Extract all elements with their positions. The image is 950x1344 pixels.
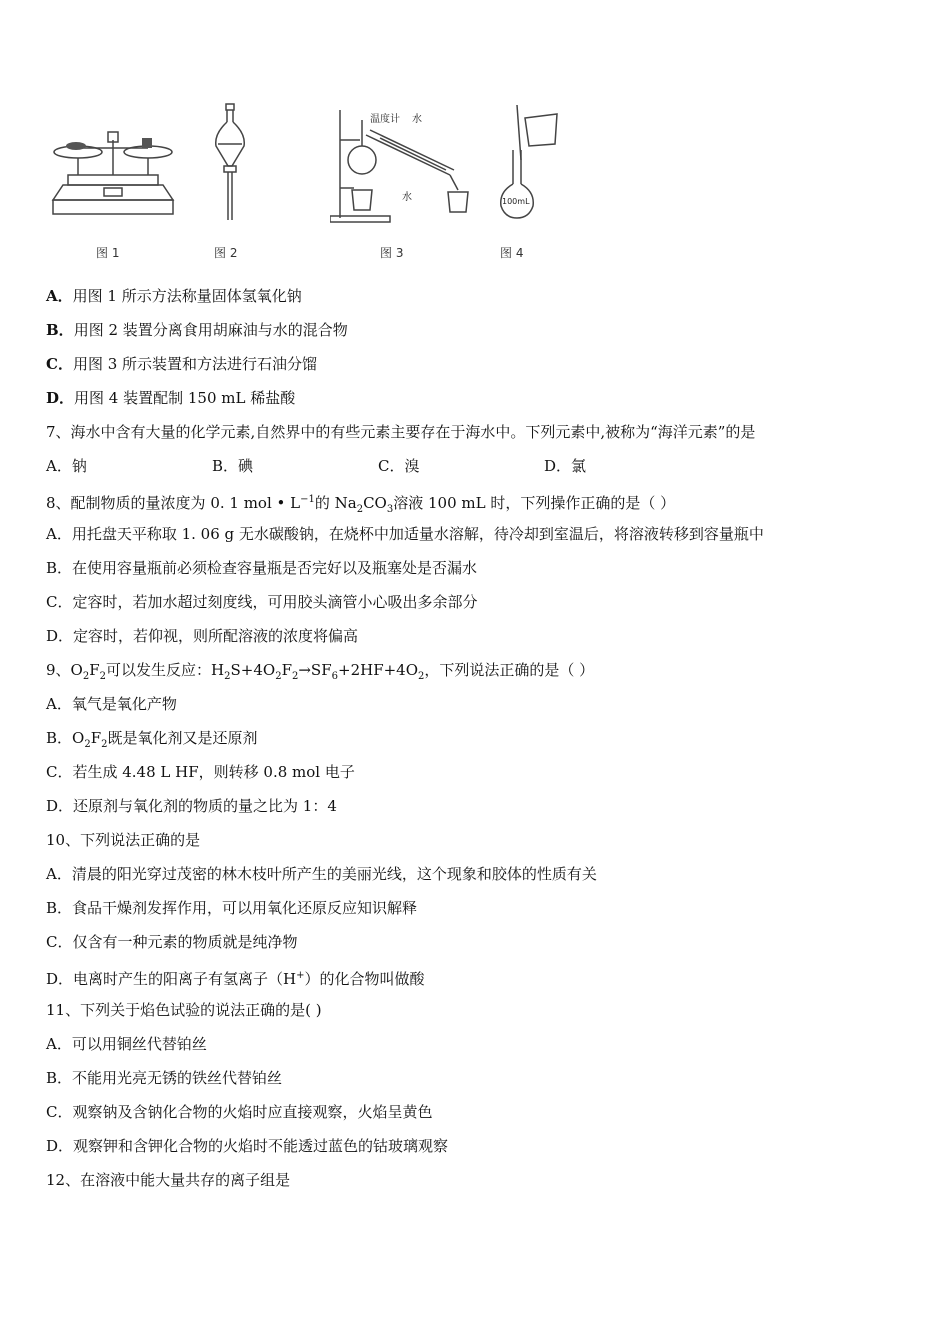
q7-option-d: D．氯 [544, 457, 587, 475]
q10-option-c: C．仅含有一种元素的物质就是纯净物 [46, 933, 298, 951]
q9-option-b: B．$O_2F_2$既是氧化剂又是还原剂 [46, 729, 258, 750]
q9-option-c: C．若生成 4.48 L HF，则转移 0.8 mol 电子 [46, 763, 355, 781]
distillation-figure [330, 100, 490, 230]
q11-stem: 11、下列关于焰色试验的说法正确的是( ) [46, 1001, 322, 1019]
q6-option-d: D．用图 4 装置配制 150 mL 稀盐酸 [46, 389, 296, 407]
figure3-caption: 图 3 [380, 246, 404, 260]
q10-option-d: D．电离时产生的阳离子有氢离子（H+）的化合物叫做酸 [46, 970, 425, 988]
q6-option-c: C．用图 3 所示装置和方法进行石油分馏 [46, 355, 318, 373]
figure-row [40, 100, 600, 270]
figure1-caption: 图 1 [96, 246, 120, 260]
q8-option-d: D．定容时，若仰视，则所配溶液的浓度将偏高 [46, 627, 359, 645]
q6-option-b: B．用图 2 装置分离食用胡麻油与水的混合物 [46, 321, 348, 339]
q8-stem: 8、配制物质的量浓度为 0. 1 mol • $L^{-1}$的 $Na_2CO_3$溶液 100 mL 时，下列操作正确的是（ ） [46, 494, 676, 515]
q7-option-b: B．碘 [212, 457, 254, 475]
q10-option-a: A．清晨的阳光穿过茂密的林木枝叶所产生的美丽光线，这个现象和胶体的性质有关 [46, 865, 597, 883]
figure4-caption: 图 4 [500, 246, 524, 260]
q10-option-b: B．食品干燥剂发挥作用，可以用氧化还原反应知识解释 [46, 899, 418, 917]
figure2-caption: 图 2 [214, 246, 238, 260]
thermometer-label: 温度计 [370, 114, 400, 125]
separatory-funnel-figure [210, 100, 250, 230]
water-out-label: 水 [412, 114, 422, 125]
q7-options [46, 456, 586, 476]
q9-option-a: A．氧气是氧化产物 [46, 695, 177, 713]
q12-stem: 12、在溶液中能大量共存的离子组是 [46, 1171, 291, 1189]
q11-option-b: B．不能用光亮无锈的铁丝代替铂丝 [46, 1069, 283, 1087]
q8-option-b: B．在使用容量瓶前必须检查容量瓶是否完好以及瓶塞处是否漏水 [46, 559, 478, 577]
q9-option-d: D．还原剂与氧化剂的物质的量之比为 1：4 [46, 797, 337, 815]
q11-option-a: A．可以用铜丝代替铂丝 [46, 1035, 207, 1053]
flask-volume-label: 100mL [502, 197, 530, 206]
q6-option-a: A．用图 1 所示方法称量固体氢氧化钠 [46, 287, 302, 305]
q11-option-c: C．观察钠及含钠化合物的火焰时应直接观察，火焰呈黄色 [46, 1103, 433, 1121]
balance-figure [48, 100, 178, 230]
q8-option-c: C．定容时，若加水超过刻度线，可用胶头滴管小心吸出多余部分 [46, 593, 478, 611]
q7-option-a: A．钠 [46, 457, 87, 475]
q7-stem: 7、海水中含有大量的化学元素,自然界中的有些元素主要存在于海水中。下列元素中,被称为“海洋元素”的是 [46, 423, 756, 441]
volumetric-flask-figure [495, 100, 575, 230]
q9-stem: 9、$O_2F_2$可以发生反应：$H_2S+4O_2F_2\to SF_6+2HF+4O_2$，下列说法正确的是（ ） [46, 661, 595, 682]
q11-option-d: D．观察钾和含钾化合物的火焰时不能透过蓝色的钴玻璃观察 [46, 1137, 449, 1155]
q10-stem: 10、下列说法正确的是 [46, 831, 201, 849]
q8-option-a: A．用托盘天平称取 1. 06 g 无水碳酸钠，在烧杯中加适量水溶解，待冷却到室温后，将溶液转移到容量瓶中 [46, 525, 764, 543]
q7-option-c: C．溴 [378, 457, 420, 475]
water-in-label: 水 [402, 192, 412, 203]
